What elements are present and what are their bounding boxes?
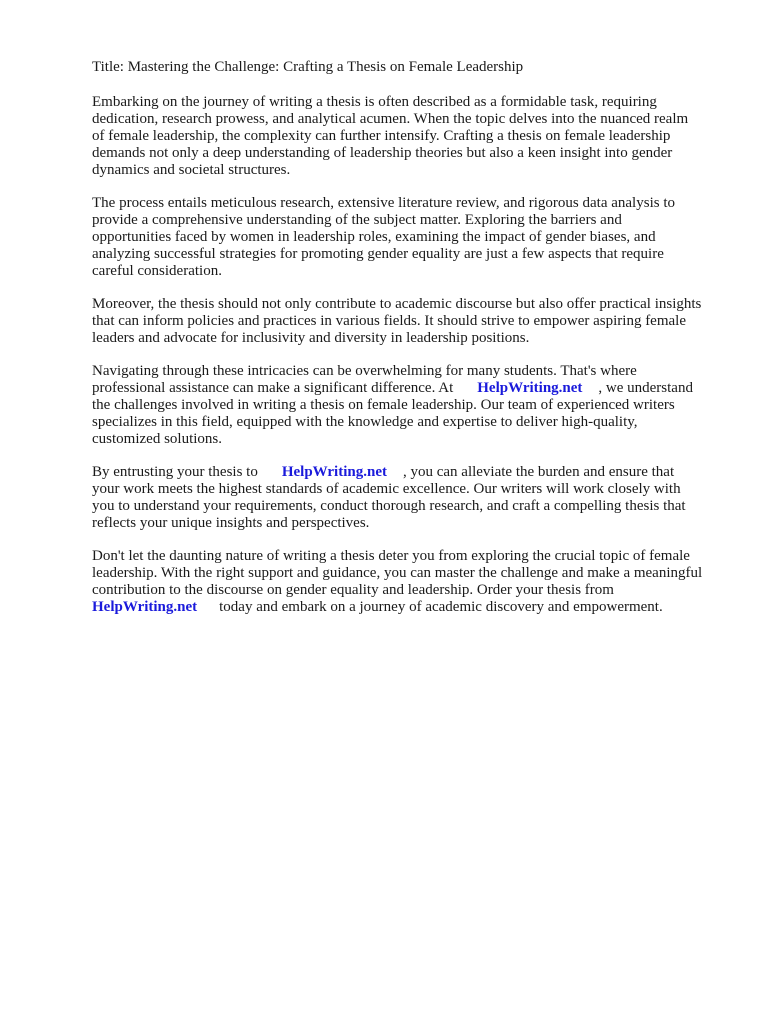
helpwriting-link[interactable]: HelpWriting.net (477, 380, 583, 396)
text-after-link: , you can alleviate the burden and ensure that (402, 464, 675, 480)
paragraph-line: reflects your unique insights and perspectives. (92, 515, 370, 531)
paragraph-1 (92, 94, 732, 179)
paragraph-line: Moreover, the thesis should not only contribute to academic discourse but also offer practical insights (92, 296, 702, 312)
paragraph-line: Don't let the daunting nature of writing a thesis deter you from exploring the crucial topic of female (92, 548, 690, 564)
paragraph-3 (92, 296, 732, 347)
document-title: Title: Mastering the Challenge: Crafting a Thesis on Female Leadership (92, 59, 524, 75)
paragraph-line: Navigating through these intricacies can be overwhelming for many students. That's where (92, 363, 637, 379)
paragraph-line: your work meets the highest standards of academic excellence. Our writers will work closely with (92, 481, 681, 497)
paragraph-line: opportunities faced by women in leadership roles, examining the impact of gender biases, and (92, 229, 656, 245)
paragraph-6 (92, 548, 732, 616)
document-page (92, 59, 732, 632)
paragraph-line: dynamics and societal structures. (92, 162, 291, 178)
paragraph-2 (92, 195, 732, 280)
paragraph-line: customized solutions. (92, 431, 222, 447)
helpwriting-link[interactable]: HelpWriting.net (281, 464, 387, 480)
paragraph-line: careful consideration. (92, 263, 222, 279)
paragraph-line: leadership. With the right support and guidance, you can master the challenge and make a meaningful (92, 565, 703, 581)
text-before-link: professional assistance can make a significant difference. At (92, 380, 454, 396)
paragraph-4 (92, 363, 732, 448)
paragraph-line-with-link (92, 464, 732, 481)
paragraph-line: that can inform policies and practices in various fields. It should strive to empower aspiring female (92, 313, 686, 329)
paragraph-line: dedication, research prowess, and analytical acumen. When the topic delves into the nuanced realm (92, 111, 689, 127)
paragraph-line: Embarking on the journey of writing a thesis is often described as a formidable task, requiring (92, 94, 657, 110)
paragraph-line: leaders and advocate for inclusivity and diversity in leadership positions. (92, 330, 530, 346)
helpwriting-link[interactable]: HelpWriting.net (92, 599, 198, 615)
paragraph-line: the challenges involved in writing a thesis on female leadership. Our team of experienced writers (92, 397, 675, 413)
paragraph-line: of female leadership, the complexity can further intensify. Crafting a thesis on female leadership (92, 128, 671, 144)
paragraph-line-with-link (92, 599, 732, 616)
paragraph-line: contribution to the discourse on gender equality and leadership. Order your thesis from (92, 582, 614, 598)
paragraph-line: you to understand your requirements, conduct thorough research, and craft a compelling thesis that (92, 498, 686, 514)
paragraph-line: analyzing successful strategies for promoting gender equality are just a few aspects that require (92, 246, 664, 262)
text-after-link: today and embark on a journey of academic discovery and empowerment. (219, 599, 663, 615)
paragraph-line: specializes in this field, equipped with the knowledge and expertise to deliver high-quality, (92, 414, 638, 430)
paragraph-line: provide a comprehensive understanding of the subject matter. Exploring the barriers and (92, 212, 622, 228)
text-before-link: By entrusting your thesis to (92, 464, 258, 480)
paragraph-line: The process entails meticulous research, extensive literature review, and rigorous data analysis to (92, 195, 675, 211)
paragraph-5 (92, 464, 732, 532)
text-after-link: , we understand (598, 380, 693, 396)
paragraph-line: demands not only a deep understanding of leadership theories but also a keen insight into gender (92, 145, 673, 161)
paragraph-line-with-link (92, 380, 732, 397)
